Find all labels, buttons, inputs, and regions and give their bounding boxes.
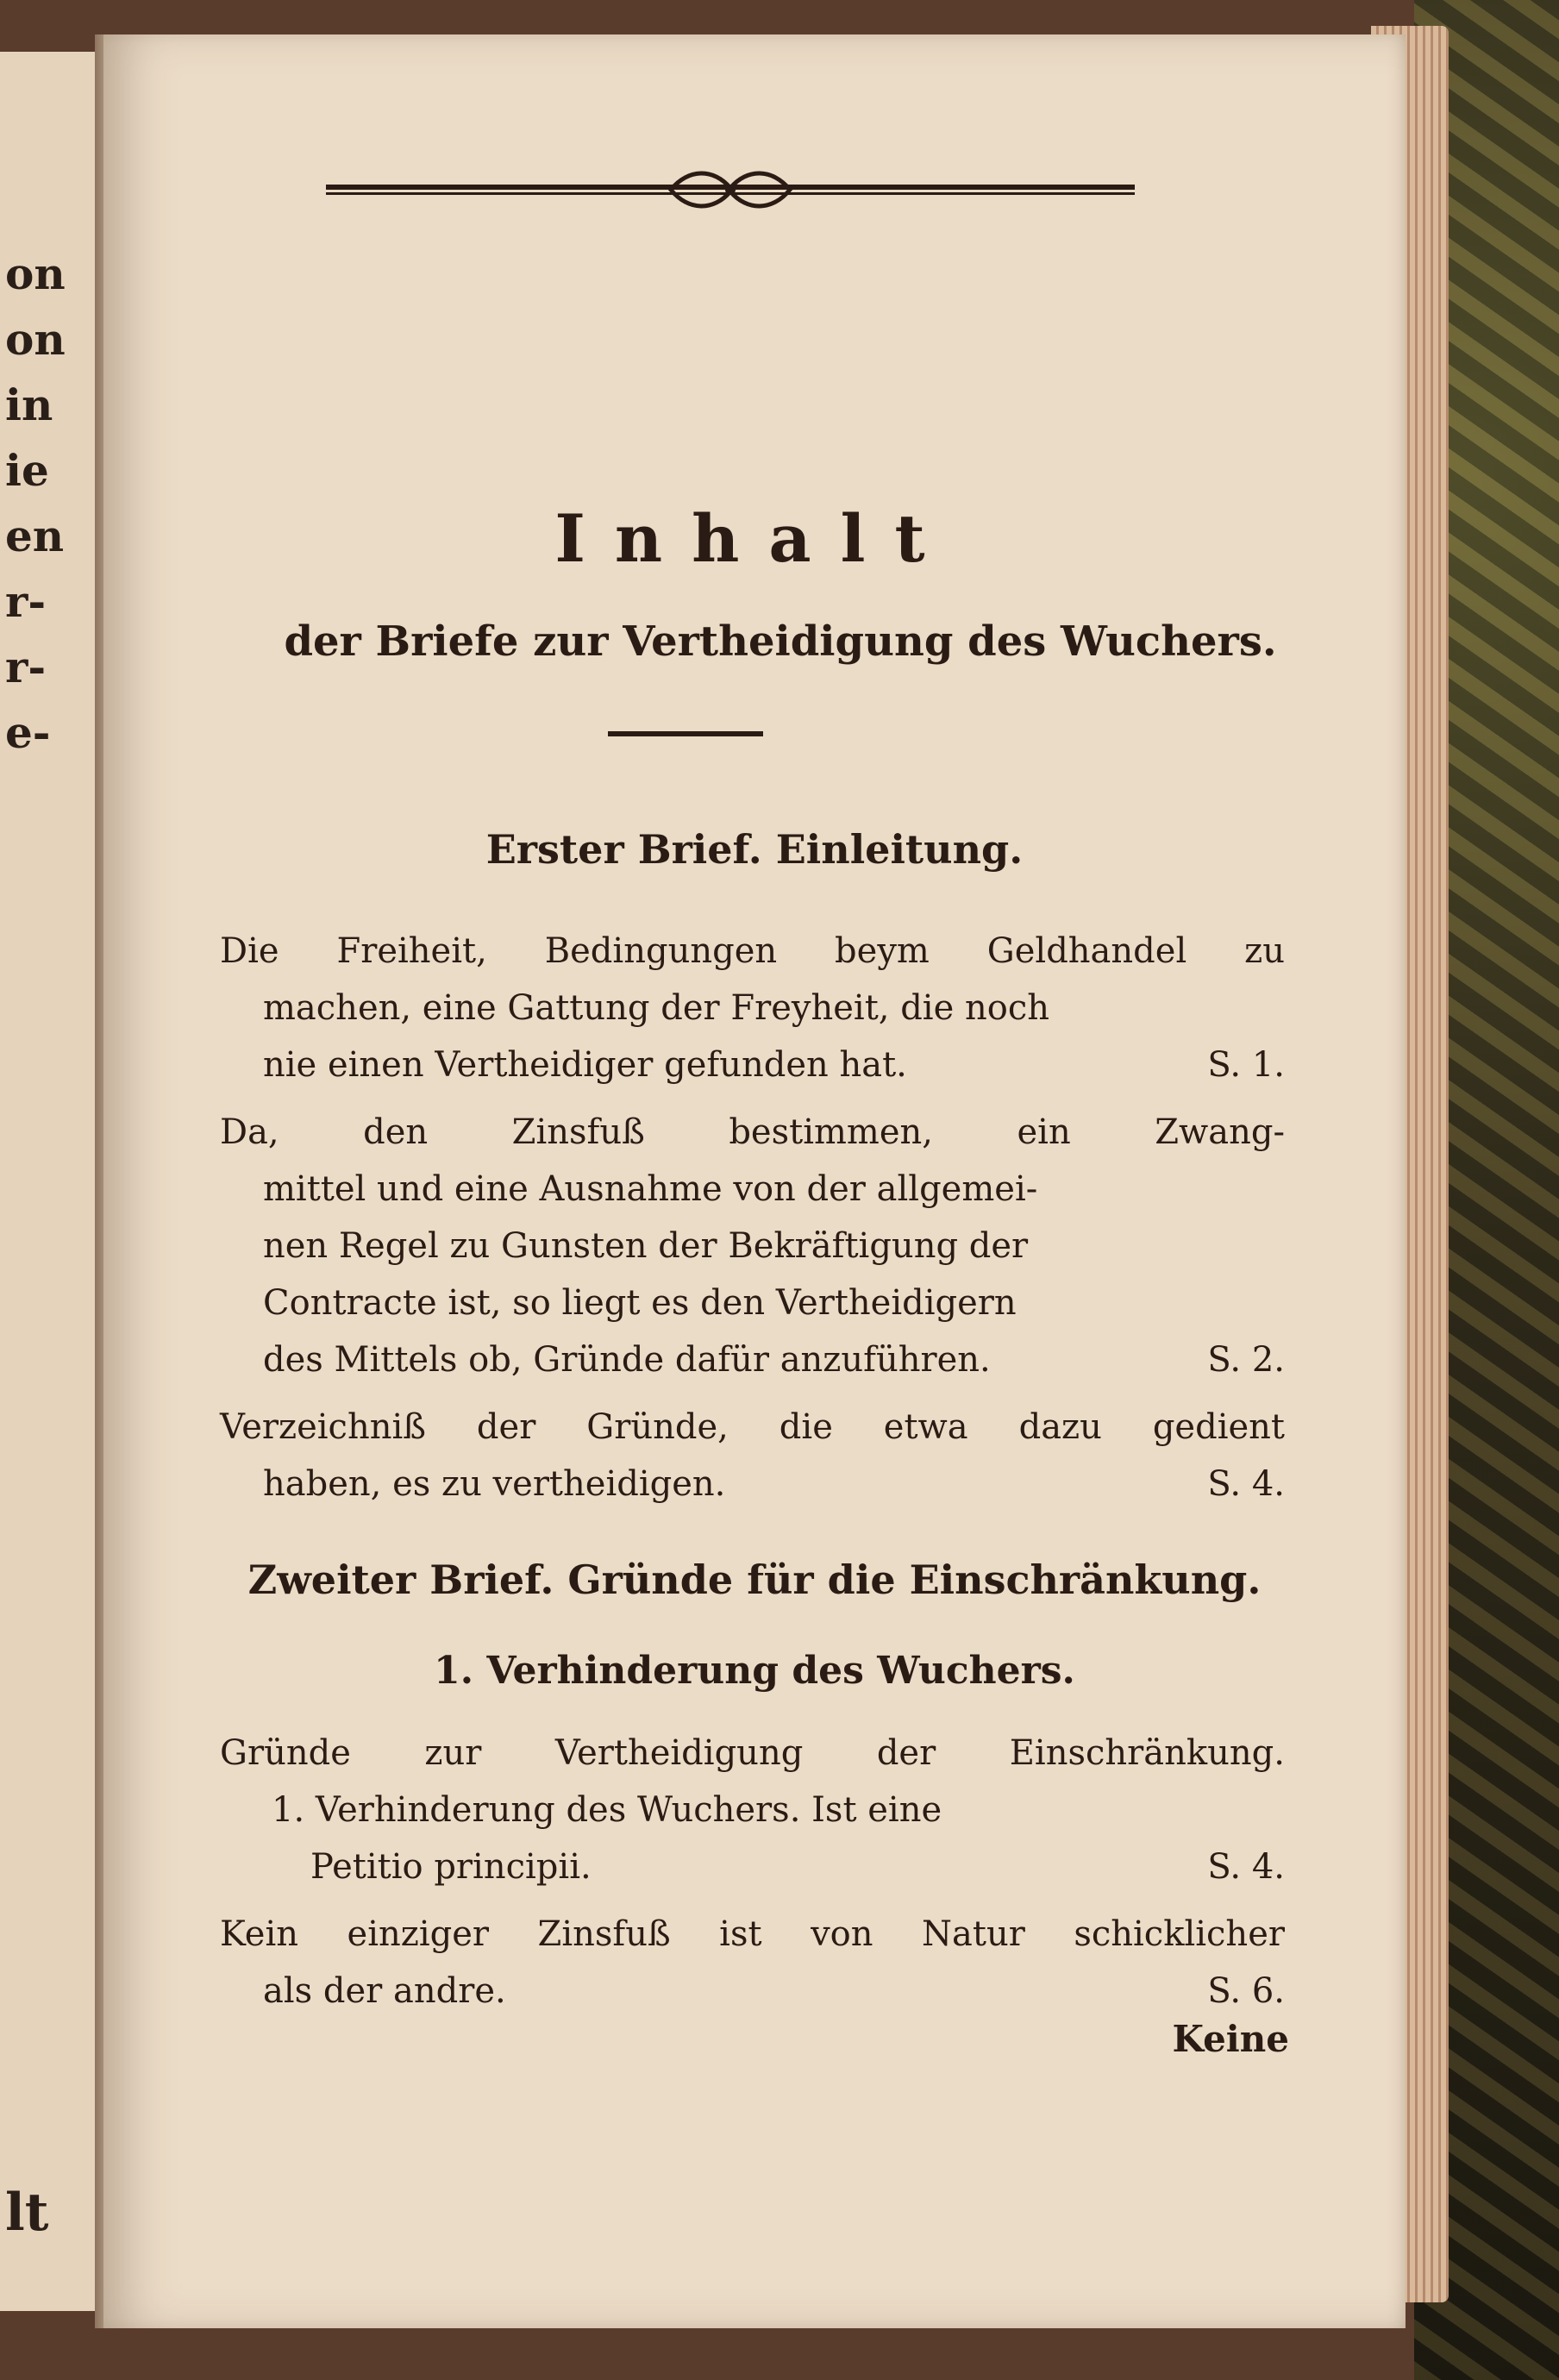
left-fragment: lt	[5, 2183, 49, 2243]
left-page	[0, 52, 100, 2311]
left-fragment: e-	[5, 707, 51, 758]
left-page-text	[5, 241, 66, 2245]
entry-line: Kein einziger Zinsfuß ist von Natur schicklicher	[220, 1914, 1285, 1954]
entry-line: Die Freiheit, Bedingungen beym Geldhandel zu	[220, 931, 1285, 971]
right-page	[103, 34, 1406, 2328]
entry-line: machen, eine Gattung der Freyheit, die noch	[263, 988, 1049, 1028]
page-reference: S. 4.	[1207, 1847, 1285, 1887]
left-fragment: r-	[5, 576, 47, 627]
letter-heading: Erster Brief. Einleitung.	[485, 826, 1024, 873]
left-fragment: en	[5, 510, 65, 561]
page-reference: S. 4.	[1207, 1464, 1285, 1504]
entry-line: Da, den Zinsfuß bestimmen, ein Zwang-	[220, 1112, 1285, 1152]
entry-line: 1. Verhinderung des Wuchers. Ist eine	[272, 1790, 942, 1830]
page-reference: S. 2.	[1207, 1340, 1285, 1380]
entry-line: nen Regel zu Gunsten der Bekräftigung der	[263, 1226, 1029, 1266]
page-title: Inhalt	[554, 500, 955, 577]
section-heading: 1. Verhinderung des Wuchers.	[434, 1649, 1075, 1693]
page-reference: S. 6.	[1207, 1971, 1285, 2011]
entry-line: haben, es zu vertheidigen.	[263, 1464, 726, 1504]
entry-line: mittel und eine Ausnahme von der allgemei-	[263, 1169, 1038, 1209]
toc-entry	[220, 1399, 1285, 1513]
toc-entry	[220, 1104, 1285, 1388]
entry-line: Gründe zur Vertheidigung der Einschränkung.	[220, 1733, 1285, 1773]
divider-rule	[608, 731, 763, 736]
left-fragment: in	[5, 379, 53, 430]
entry-line: Verzeichniß der Gründe, die etwa dazu gedient	[220, 1407, 1285, 1447]
left-fragment: on	[5, 314, 66, 365]
entry-line: des Mittels ob, Gründe dafür anzuführen.	[263, 1340, 991, 1380]
entry-line: Contracte ist, so liegt es den Vertheidigern	[263, 1283, 1017, 1323]
catchword: Keine	[1172, 2018, 1289, 2060]
entry-line: als der andre.	[263, 1971, 506, 2011]
page-subtitle: der Briefe zur Vertheidigung des Wuchers.	[284, 617, 1277, 666]
entry-line: Petitio principii.	[310, 1847, 592, 1887]
letter-heading: Zweiter Brief. Gründe für die Einschränkung.	[247, 1556, 1262, 1603]
entry-line: nie einen Vertheidiger gefunden hat.	[263, 1045, 907, 1085]
toc-entry	[220, 1906, 1285, 2020]
toc-entry	[220, 1725, 1285, 1895]
toc-entry	[220, 923, 1285, 1093]
left-fragment: r-	[5, 642, 47, 692]
page-reference: S. 1.	[1207, 1045, 1285, 1085]
left-fragment: on	[5, 248, 66, 299]
left-fragment: ie	[5, 445, 49, 496]
